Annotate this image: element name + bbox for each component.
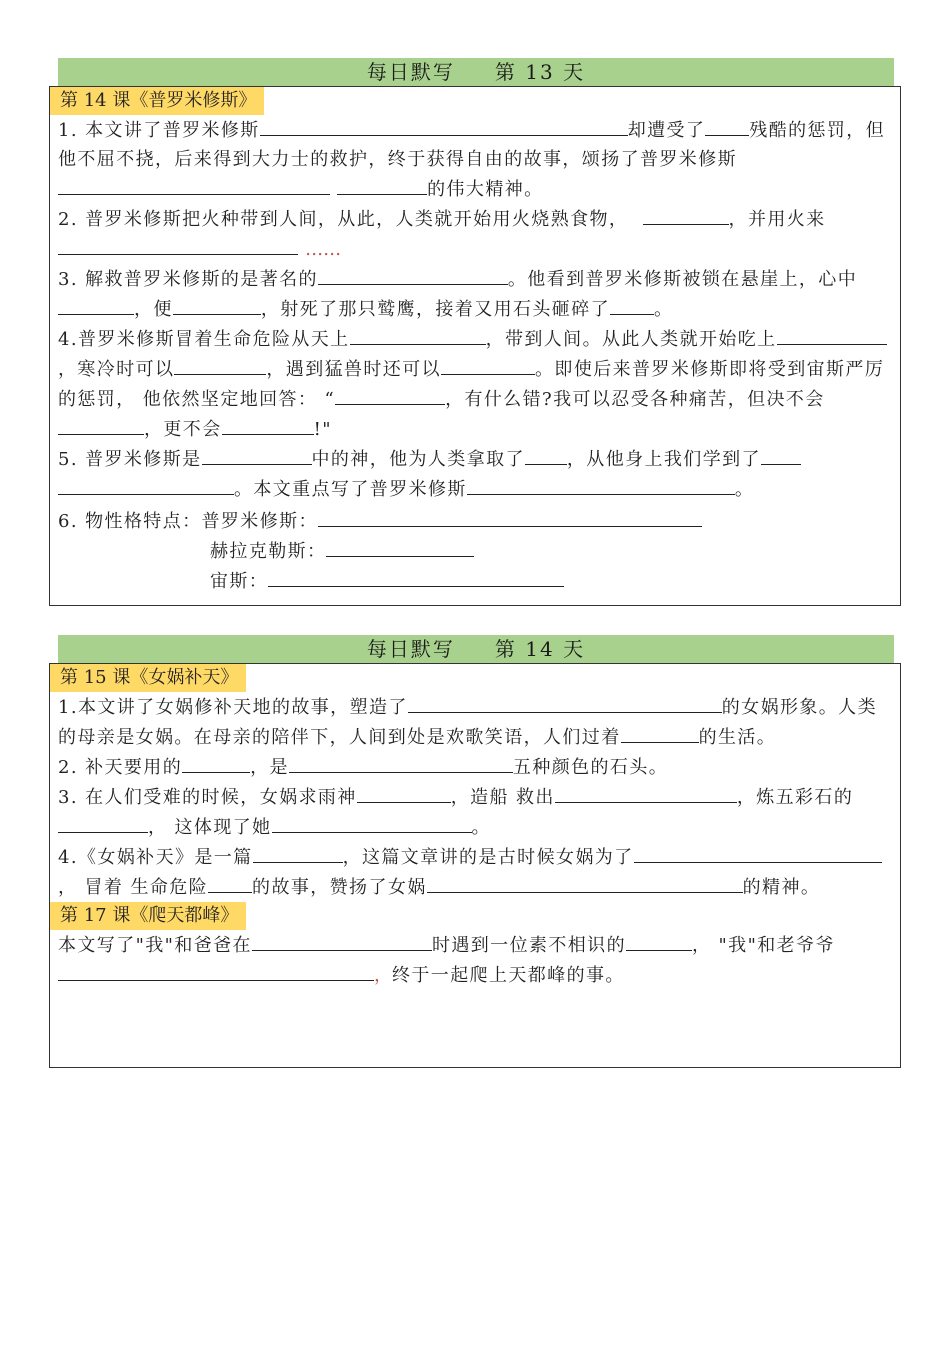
lesson-title: 第 14 课《普罗米修斯》: [50, 87, 264, 115]
answer-blank[interactable]: [58, 474, 234, 495]
answer-blank[interactable]: [58, 234, 298, 255]
answer-blank[interactable]: [761, 444, 801, 465]
question-2: 2. 补天要用的 ，是 五种颜色的石头。: [58, 752, 890, 782]
day-header-14: [58, 635, 894, 663]
header-day: 第 13 天: [494, 60, 586, 84]
answer-blank[interactable]: [610, 294, 654, 315]
answer-blank[interactable]: [182, 752, 250, 773]
answer-blank[interactable]: [441, 354, 535, 375]
answer-blank[interactable]: [268, 566, 564, 587]
worksheet-box-14: [49, 663, 901, 1068]
answer-blank[interactable]: [253, 842, 343, 863]
header-label: 每日默写: [366, 637, 455, 661]
answer-blank[interactable]: [525, 444, 567, 465]
question-5: 本文写了"我"和爸爸在 时遇到一位素不相识的 ， "我"和老爷爷，终于一起爬上天都峰的事。: [58, 930, 890, 990]
answer-blank[interactable]: [58, 294, 134, 315]
answer-blank[interactable]: [799, 324, 887, 345]
answer-blank[interactable]: [174, 354, 266, 375]
answer-blank[interactable]: [208, 872, 252, 893]
answer-blank[interactable]: [643, 204, 729, 225]
question-3: 3. 在人们受难的时候，女娲求雨神 ，造船 救出 ，炼五彩石的， 这体现了她 。: [58, 782, 890, 842]
answer-blank[interactable]: [350, 324, 486, 345]
answer-blank[interactable]: [272, 812, 472, 833]
answer-blank[interactable]: [634, 842, 838, 863]
answer-blank[interactable]: [408, 692, 722, 713]
answer-blank[interactable]: [337, 174, 427, 195]
questions-14b: [50, 930, 900, 990]
lesson-title: 第 17 课《爬天都峰》: [50, 902, 246, 930]
day-header-13: [58, 58, 894, 86]
question-3: 3. 解救普罗米修斯的是著名的 。他看到普罗米修斯被锁在悬崖上，心中，便 ，射死了那只鹫鹰，接着又用石头砸碎了 。: [58, 264, 890, 324]
question-1: 1.本文讲了女娲修补天地的故事，塑造了 的女娲形象。人类的母亲是女娲。在母亲的陪伴下，人间到处是欢歌笑语，人们过着 的生活。: [58, 692, 890, 752]
answer-blank[interactable]: [318, 264, 508, 285]
question-2: 2. 普罗米修斯把火种带到人间，从此，人类就开始用火烧熟食物， ，并用火来 ……: [58, 204, 890, 264]
answer-blank[interactable]: [335, 384, 445, 405]
answer-blank[interactable]: [260, 115, 628, 136]
ellipsis: ……: [305, 239, 342, 260]
answer-blank[interactable]: [58, 174, 330, 195]
answer-blank[interactable]: [705, 115, 749, 136]
answer-blank[interactable]: [173, 294, 261, 315]
question-6-heracles: 赫拉克勒斯：: [58, 536, 890, 566]
answer-blank[interactable]: [318, 506, 702, 527]
question-6: 6. 物性格特点：普罗米修斯：: [58, 506, 890, 536]
answer-blank[interactable]: [58, 812, 148, 833]
answer-blank[interactable]: [427, 872, 743, 893]
answer-blank[interactable]: [555, 782, 737, 803]
answer-blank[interactable]: [626, 930, 692, 951]
answer-blank[interactable]: [467, 474, 735, 495]
answer-blank[interactable]: [252, 930, 432, 951]
answer-blank[interactable]: [777, 324, 799, 345]
answer-blank[interactable]: [357, 782, 451, 803]
answer-blank[interactable]: [222, 414, 314, 435]
question-4: 4.普罗米修斯冒着生命危险从天上 ，带到人间。从此人类就开始吃上，寒冷时可以 ，遇到猛兽时还可以 。即使后来普罗米修斯即将受到宙斯严厉的惩罚， 他依然坚定地回答： “ ，有什么错?我可以忍受各种痛苦，但决不会，更不会 !": [58, 324, 890, 444]
worksheet-box-13: [49, 86, 901, 606]
question-1: 1. 本文讲了普罗米修斯 却遭受了 残酷的惩罚，但他不屈不挠，后来得到大力士的救护，终于获得自由的故事，颂扬了普罗米修斯 的伟大精神。: [58, 115, 890, 204]
question-4: 4.《女娲补天》是一篇 ，这篇文章讲的是古时候女娲为了， 冒着 生命危险 的故事，赞扬了女娲 的精神。: [58, 842, 890, 902]
answer-blank[interactable]: [202, 444, 312, 465]
answer-blank[interactable]: [326, 536, 474, 557]
answer-blank[interactable]: [621, 722, 699, 743]
answer-blank[interactable]: [58, 414, 144, 435]
header-day: 第 14 天: [494, 637, 586, 661]
answer-blank[interactable]: [838, 842, 882, 863]
question-6-zeus: 宙斯：: [58, 566, 890, 596]
questions-13: [50, 115, 900, 596]
question-5: 5. 普罗米修斯是 中的神，他为人类拿取了 ，从他身上我们学到了。本文重点写了普罗米修斯 。: [58, 444, 890, 504]
answer-blank[interactable]: [289, 752, 513, 773]
answer-blank[interactable]: [58, 960, 374, 981]
header-label: 每日默写: [366, 60, 455, 84]
lesson-title: 第 15 课《女娲补天》: [50, 664, 246, 692]
questions-14: [50, 692, 900, 902]
